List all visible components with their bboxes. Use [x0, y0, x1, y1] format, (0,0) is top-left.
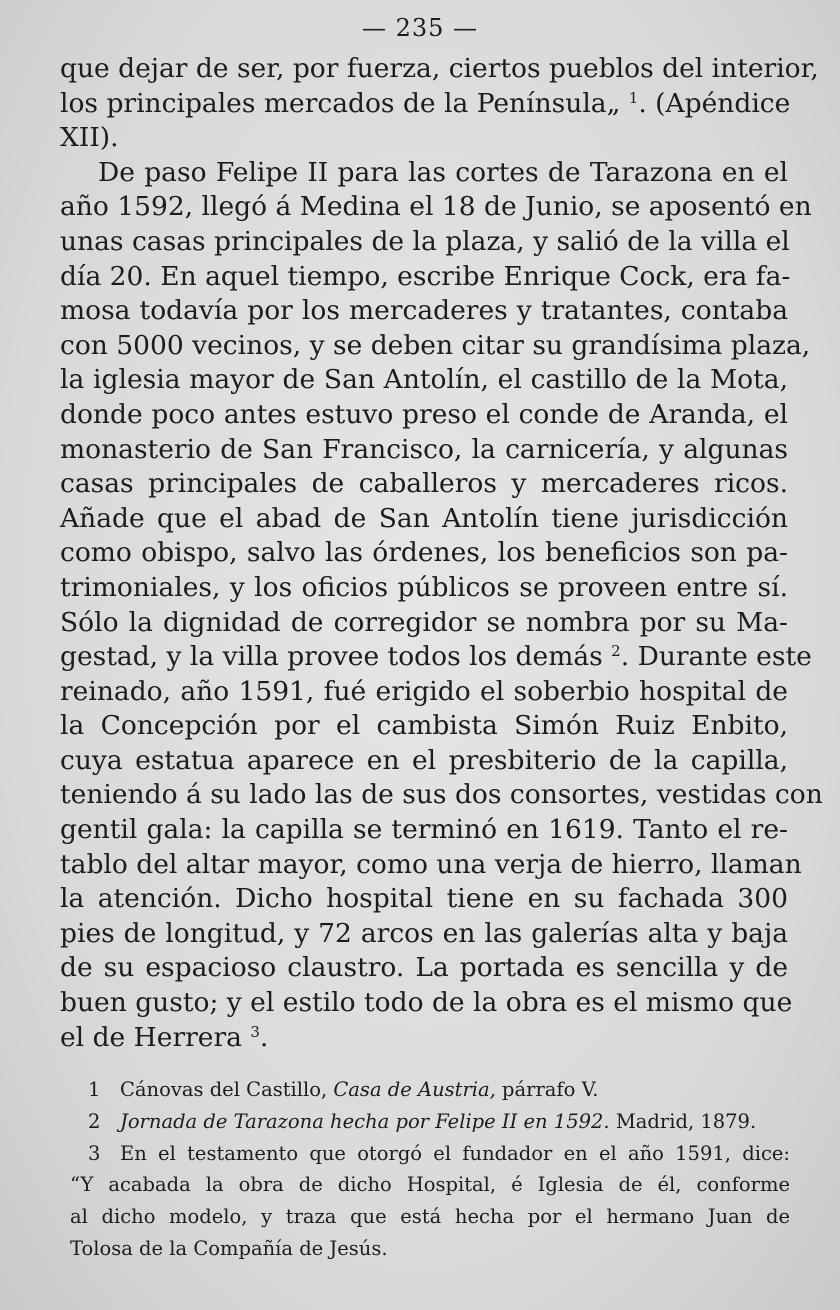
body-line: teniendo á su lado las de sus dos consortes, vestidas con: [60, 779, 823, 811]
body-line-text: gestad, y la villa provee todos los demás: [60, 641, 603, 673]
body-line: como obispo, salvo las órdenes, los beneficios son pa-: [60, 537, 788, 569]
body-line: cuya estatua aparece en el presbiterio de la capilla,: [60, 744, 788, 776]
body-line: la Concepción por el cambista Simón Ruiz Enbito,: [60, 710, 788, 742]
body-line: buen gusto; y el estilo todo de la obra es el mismo que: [60, 987, 793, 1019]
footnote-line: “Y acabada la obra de dicho Hospital, é Iglesia de él, conforme: [70, 1173, 790, 1197]
footnote-text: Madrid, 1879.: [609, 1109, 757, 1133]
body-line-text: . (Apéndice: [638, 87, 791, 119]
footnote-number: 3: [88, 1141, 101, 1165]
body-line: mosa todavía por los mercaderes y tratantes, contaba: [60, 295, 788, 327]
body-line: que dejar de ser, por fuerza, ciertos pueblos del interior,: [60, 53, 819, 84]
body-line-text: . Durante este: [620, 641, 812, 673]
footnote-text: Cánovas del Castillo,: [120, 1078, 334, 1101]
body-line: [60, 640, 812, 675]
footnote-1: [70, 1074, 790, 1106]
body-line: casas principales de caballeros y mercaderes ricos.: [60, 468, 788, 500]
body-line: donde poco antes estuvo preso el conde de Aranda, el: [60, 398, 788, 430]
footnote-2: [70, 1106, 790, 1138]
body-line: XII).: [60, 122, 119, 154]
body-line: trimoniales, y los oficios públicos se proveen entre sí.: [60, 571, 788, 603]
body-line: la iglesia mayor de San Antolín, el castillo de la Mota,: [60, 364, 788, 396]
body-text: [60, 52, 823, 1055]
body-line-text: los principales mercados de la Península„: [60, 87, 621, 119]
body-line: reinado, año 1591, fué erigido el soberbio hospital de: [60, 675, 788, 707]
body-line: [60, 87, 791, 122]
body-line: tablo del altar mayor, como una verja de hierro, llaman: [60, 848, 802, 880]
body-line: De paso Felipe II para las cortes de Tarazona en el: [98, 156, 788, 188]
footnote-ref: 2: [611, 642, 621, 661]
body-line-text: .: [259, 1021, 269, 1053]
body-line: la atención. Dicho hospital tiene en su fachada 300: [60, 883, 788, 915]
body-line: de su espacioso claustro. La portada es sencilla y de: [60, 952, 788, 984]
footnote-title: Casa de Austria,: [333, 1078, 496, 1101]
footnote-title: Jornada de Tarazona hecha por Felipe II en 1592.: [120, 1109, 610, 1133]
footnote-ref: 3: [250, 1022, 260, 1041]
body-line: Añade que el abad de San Antolín tiene jurisdicción: [60, 502, 788, 534]
footnote-line: al dicho modelo, y traza que está hecha por el hermano Juan de: [70, 1205, 790, 1229]
body-line: con 5000 vecinos, y se deben citar su grandísima plaza,: [60, 329, 811, 361]
footnote-text: párrafo V.: [495, 1078, 599, 1101]
body-line: pies de longitud, y 72 arcos en las galerías alta y baja: [60, 917, 788, 949]
footnote-text: En el testamento que otorgó el fundador en el año 1591, dice:: [120, 1141, 790, 1165]
body-line: monasterio de San Francisco, la carnicería, y algunas: [60, 433, 788, 465]
footnote-line: Tolosa de la Compañía de Jesús.: [70, 1236, 388, 1260]
body-line: Sólo la dignidad de corregidor se nombra por su Ma-: [60, 606, 788, 638]
footnote-3: [70, 1138, 790, 1170]
footnotes: [70, 1074, 790, 1265]
footnote-ref: 1: [628, 88, 639, 107]
footnote-number: 2: [88, 1109, 101, 1133]
body-line: gentil gala: la capilla se terminó en 1619. Tanto el re-: [60, 814, 788, 846]
body-line: [60, 1021, 788, 1056]
body-line: año 1592, llegó á Medina el 18 de Junio, se aposentó en: [60, 191, 812, 223]
page-number: — 235 —: [361, 14, 479, 42]
footnote-number: 1: [88, 1078, 101, 1101]
body-line: día 20. En aquel tiempo, escribe Enrique Cock, era fa-: [60, 260, 791, 292]
body-line-text: el de Herrera: [60, 1021, 242, 1053]
body-line: unas casas principales de la plaza, y salió de la villa el: [60, 225, 790, 257]
